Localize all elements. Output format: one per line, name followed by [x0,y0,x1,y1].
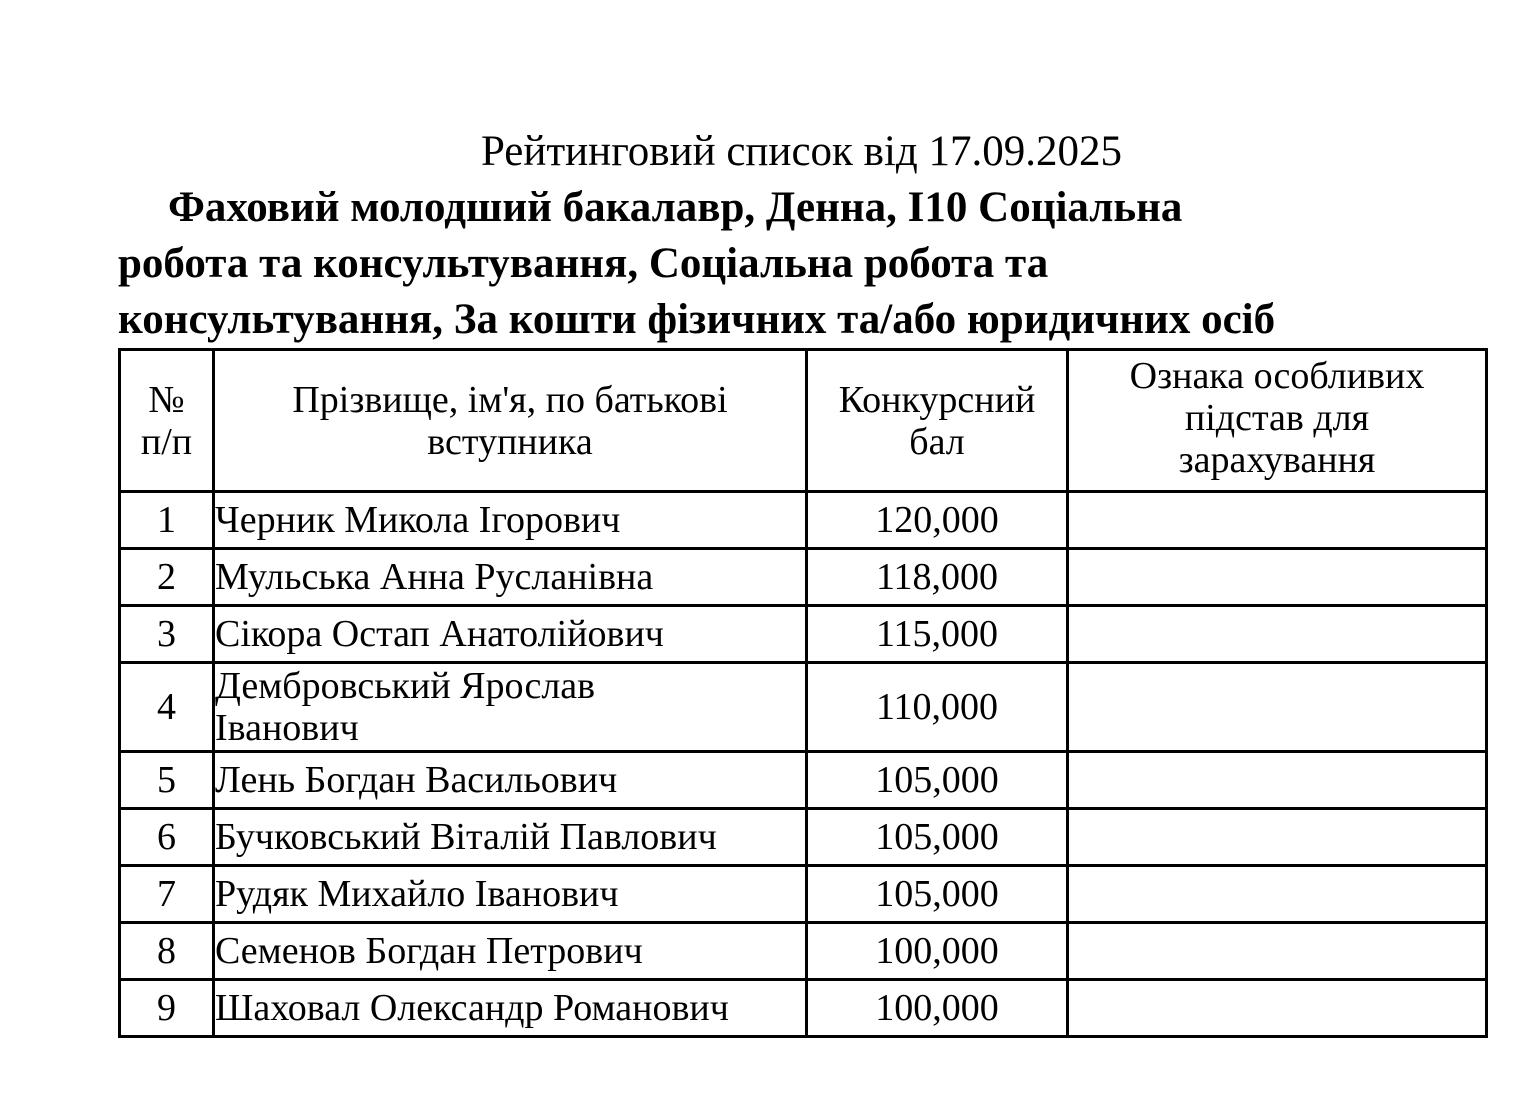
header-line: зарахування [1178,439,1376,481]
row-number: 7 [120,866,214,923]
row-number: 5 [120,752,214,809]
table-row [120,752,1487,809]
row-number: 1 [120,492,214,549]
row-number: 8 [120,923,214,980]
applicant-name: Бучковський Віталій Павлович [214,809,807,866]
competitive-score: 105,000 [807,752,1068,809]
table-row [120,980,1487,1037]
column-header-number [120,350,214,492]
applicant-name: Рудяк Михайло Іванович [214,866,807,923]
competitive-score: 115,000 [807,606,1068,663]
competitive-score: 100,000 [807,980,1068,1037]
competitive-score: 105,000 [807,809,1068,866]
subtitle-line: консультування, За кошти фізичних та/або юридичних осіб [118,296,1276,343]
header-line: підстав для [1184,397,1370,439]
subtitle-line: Фаховий молодший бакалавр, Денна, І10 Соціальна [168,184,1183,231]
special-grounds-cell [1068,663,1487,752]
applicant-name: Лень Богдан Васильович [214,752,807,809]
row-number: 4 [120,663,214,752]
special-grounds-cell [1068,980,1487,1037]
page-subtitle [118,180,1498,348]
competitive-score: 110,000 [807,663,1068,752]
special-grounds-cell [1068,752,1487,809]
applicant-name-line: Іванович [215,707,359,749]
header-line: № [148,378,185,421]
special-grounds-cell [1068,866,1487,923]
table-row [120,809,1487,866]
header-line: бал [909,420,965,463]
applicant-name: Семенов Богдан Петрович [214,923,807,980]
special-grounds-cell [1068,923,1487,980]
special-grounds-cell [1068,549,1487,606]
row-number: 3 [120,606,214,663]
subtitle-line: робота та консультування, Соціальна робота та [118,240,1049,287]
row-number: 6 [120,809,214,866]
row-number: 2 [120,549,214,606]
special-grounds-cell [1068,606,1487,663]
applicant-name [214,663,807,752]
table-row [120,923,1487,980]
competitive-score: 118,000 [807,549,1068,606]
rating-table [118,348,1488,1038]
applicant-name: Черник Микола Ігорович [214,492,807,549]
competitive-score: 100,000 [807,923,1068,980]
header-line: Прізвище, ім'я, по батькові [292,378,728,421]
column-header-special-grounds [1068,350,1487,492]
applicant-name: Мульська Анна Русланівна [214,549,807,606]
header-line: Конкурсний [838,378,1036,421]
table-row [120,866,1487,923]
table-row [120,606,1487,663]
special-grounds-cell [1068,809,1487,866]
table-row [120,549,1487,606]
competitive-score: 105,000 [807,866,1068,923]
header-line: вступника [427,420,593,463]
header-line: п/п [140,420,193,463]
special-grounds-cell [1068,492,1487,549]
page-title: Рейтинговий список від 17.09.2025 [480,128,1123,175]
applicant-name-line: Дембровський Ярослав [215,665,596,707]
applicant-name: Шаховал Олександр Романович [214,980,807,1037]
applicant-name: Сікора Остап Анатолійович [214,606,807,663]
table-row [120,492,1487,549]
column-header-name [214,350,807,492]
table-row [120,663,1487,752]
row-number: 9 [120,980,214,1037]
table-header-row [120,350,1487,492]
column-header-score [807,350,1068,492]
competitive-score: 120,000 [807,492,1068,549]
header-line: Ознака особливих [1129,355,1425,397]
